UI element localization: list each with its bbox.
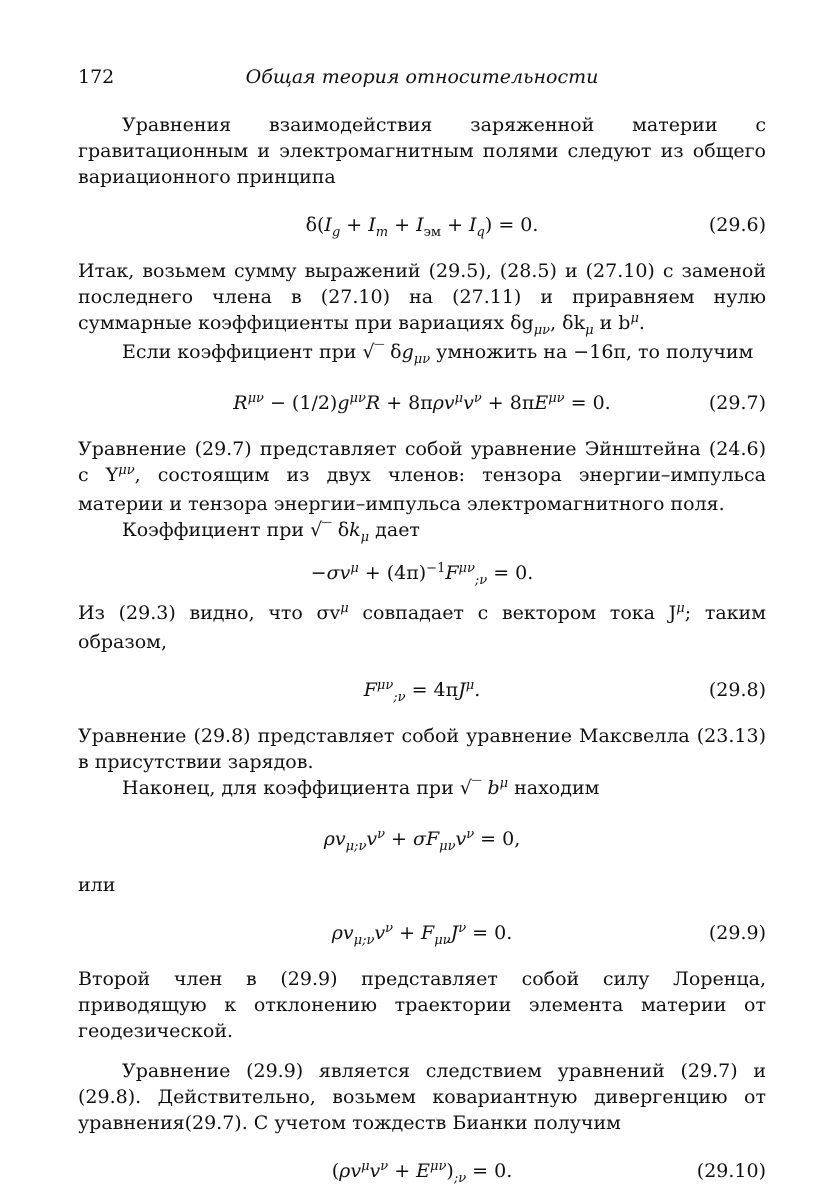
paragraph-6: Из (29.3) видно, что $\sigma v^\mu$ совпадает с вектором тока $J^\mu$; таким образом, [78,601,766,653]
paragraph-2: Итак, возьмем сумму выражений (29.5), (28.5) и (27.10) с заменой последнего члена в (27.10) на (27.11) и приравняем нулю суммарные коэффициенты при вариациях $\delta g_{\mu\nu}$, $\delta k_\mu$ и $b^\mu$. [78,260,766,338]
paragraph-1: Уравнения взаимодействия заряженной материи с гравитационным и электромагнитным полями следуют из общего вариационного принципа [78,114,766,188]
equation-formula: $\delta(I_g + I_m + I_{эм} + I_q) = 0$. [305,214,539,240]
equation-formula: $R^{\mu\nu} - (1/2)g^{\mu\nu}R + 8\pi\rho v^\mu v^\nu + 8\pi E^{\mu\nu} = 0$. [233,391,611,414]
equation-formula: $-\sigma v^\mu + (4\pi)^{-1}F^{\mu\nu}_{;\nu} = 0$. [310,561,534,588]
paragraph-5: Коэффициент при √‾ $\delta k_\mu$ дает [122,519,420,545]
paragraph-3: Если коэффициент при √‾ $\delta g_{\mu\nu}$ умножить на −16π, то получим [122,341,754,367]
equation-number: (29.7) [708,392,766,414]
page-header [78,64,766,94]
equation-29-9 [78,920,766,946]
equation-number: (29.8) [708,679,766,701]
equation-29-6 [78,212,766,238]
equation-number: (29.9) [708,922,766,944]
equation-29-8 [78,677,766,703]
equation-29-10 [78,1158,766,1184]
equation-unnumbered-2 [78,826,766,852]
running-title: Общая теория относительности [245,66,599,88]
paragraph-10: Второй член в (29.9) представляет собой силу Лоренца, приводящую к отклонению траектории элемента материи от геодезической. [78,968,766,1042]
paragraph-9: или [78,874,116,896]
equation-formula: $\rho v_{\mu;\nu}v^\nu + \sigma F_{\mu\nu}v^\nu = 0$, [323,827,521,854]
equation-formula: $\rho v_{\mu;\nu}v^\nu + F_{\mu\nu}J^\nu = 0$. [331,921,513,948]
paragraph-8: Наконец, для коэффициента при √‾ $b^\mu$ находим [122,776,600,799]
paragraph-4: Уравнение (29.7) представляет собой уравнение Эйнштейна (24.6) с $Y^{\mu\nu}$, состоящим из двух членов: тензора энергии–импульса материи и тензора энергии–импульса электромагнитного поля. [78,438,766,515]
equation-number: (29.10) [696,1160,766,1182]
equation-formula: $F^{\mu\nu}_{;\nu} = 4\pi J^\mu$. [363,678,481,705]
equation-number: (29.6) [708,214,766,236]
equation-unnumbered-1 [78,560,766,586]
page-number: 172 [78,66,115,88]
equation-formula: $(\rho v^\mu v^\nu + E^{\mu\nu})_{;\nu} = 0$. [331,1159,513,1186]
page-body [78,64,766,1204]
paragraph-7: Уравнение (29.8) представляет собой уравнение Максвелла (23.13) в присутствии зарядов. [78,725,766,773]
equation-29-7 [78,390,766,416]
paragraph-11: Уравнение (29.9) является следствием уравнений (29.7) и (29.8). Действительно, возьмем ковариантную дивергенцию от уравнения(29.7). С учетом тождеств Бианки получим [78,1060,766,1134]
